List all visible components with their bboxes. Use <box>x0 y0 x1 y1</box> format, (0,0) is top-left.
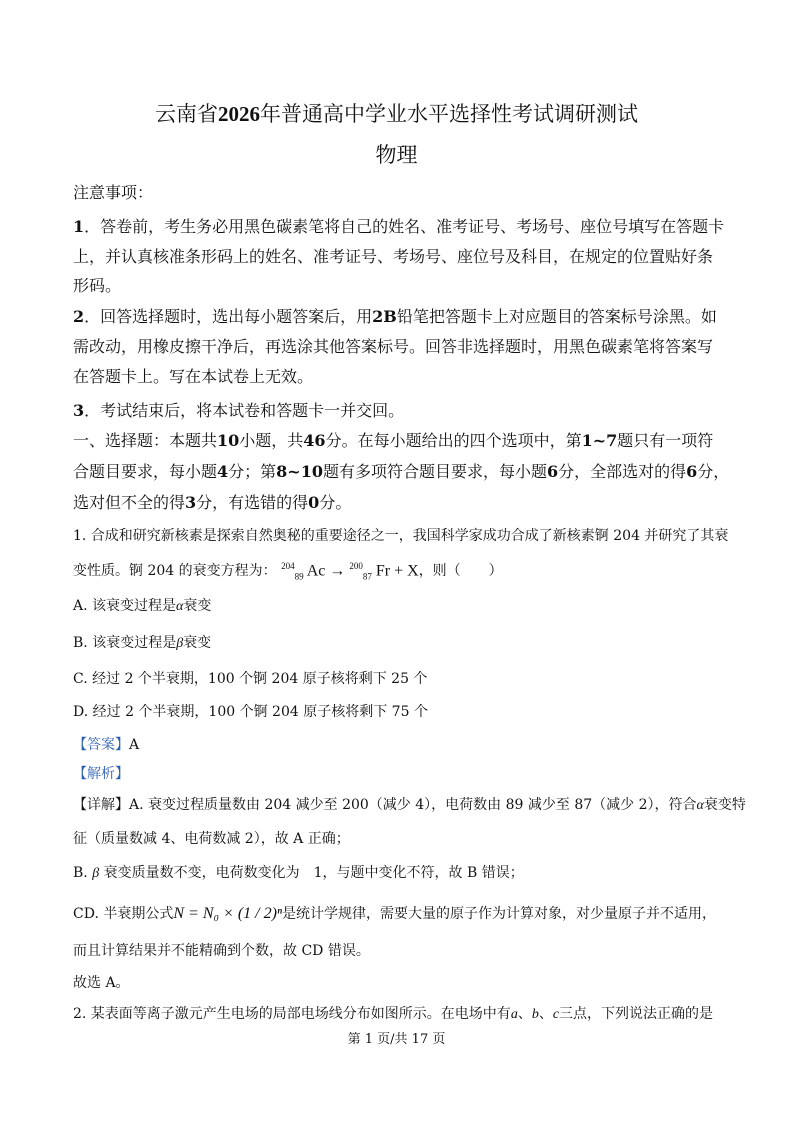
section-text: 分， <box>697 462 730 481</box>
detail-line-3 <box>73 862 524 882</box>
analysis-tag: 【解析】 <box>73 766 129 782</box>
section-bold: 10 <box>217 431 240 450</box>
detail-text: B. <box>73 865 88 881</box>
section-text: 分。 <box>319 493 352 512</box>
ac-atomic-number: 89 <box>294 571 304 582</box>
q1-option-a <box>73 595 211 615</box>
option-text: 衰变 <box>183 598 212 614</box>
note-text: ．回答选择题时，选出每小题答案后，用 <box>84 307 373 326</box>
alpha-symbol: α <box>176 599 184 614</box>
detail-text: A. 衰变过程质量数由 204 减少至 200（减少 4），电荷数由 89 减少至 87（减少 2），符合 <box>129 797 697 813</box>
detail-line-4 <box>73 903 716 923</box>
x-particle: X <box>407 562 419 579</box>
option-text: B. 该衰变过程是 <box>73 635 177 651</box>
subject-title: 物理 <box>375 143 418 167</box>
separator: 、 <box>538 1006 553 1022</box>
section-bold: 46 <box>303 431 326 450</box>
detail-text: 衰变质量数不变，电荷数变化为 1，与题中变化不符，故 B 错误； <box>103 865 524 881</box>
note-1-line-1 <box>73 214 724 237</box>
option-text: A. 该衰变过程是 <box>73 598 177 614</box>
option-text: 衰变 <box>183 635 212 651</box>
point-c: c <box>552 1007 560 1022</box>
title-part: 年普通高中学业水平选择性考试调研测试 <box>260 102 638 126</box>
detail-text: CD. 半衰期公式 <box>73 906 174 922</box>
q1-option-d: D. 经过 2 个半衰期，100 个锕 204 原子核将剩下 75 个 <box>73 704 428 720</box>
note-number: 1 <box>73 217 85 236</box>
detail-line-1 <box>73 794 746 814</box>
q1-stem-text: 变性质。锕 204 的衰变方程为： <box>73 563 277 579</box>
q1-option-c: C. 经过 2 个半衰期，100 个锕 204 原子核将剩下 25 个 <box>73 671 428 687</box>
q1-stem-line-2 <box>73 560 503 581</box>
section-line-3 <box>73 490 351 513</box>
answer-tag: 【答案】 <box>73 737 129 753</box>
answer-value: A <box>129 737 140 753</box>
section-bold: 6 <box>686 462 698 481</box>
separator: 、 <box>517 1006 532 1022</box>
note-3-line-1 <box>73 398 404 421</box>
q1-stem-line-1: 1. 合成和研究新核素是探索自然奥秘的重要途径之一，我国科学家成功合成了新核素锕 204 并研究了其衰 <box>73 528 729 544</box>
ac-symbol: Ac <box>306 562 326 579</box>
q1-stem-text: ，则（ ） <box>418 563 503 579</box>
section-bold: 4 <box>217 462 229 481</box>
section-bold: 1~7 <box>581 431 618 450</box>
note-bold: 2B <box>372 307 397 326</box>
alpha-symbol: α <box>696 798 704 813</box>
title-year: 2026 <box>218 102 260 126</box>
note-number: 2 <box>73 307 85 326</box>
note-text: 铅笔把答题卡上对应题目的答案标号涂黑。如 <box>396 307 717 326</box>
note-2-line-1 <box>73 304 717 327</box>
half-life-formula: N = N₀ × (1 / 2)ⁿ <box>173 905 282 922</box>
section-bold: 6 <box>547 462 559 481</box>
section-text: 一、选择题：本题共 <box>73 431 218 450</box>
fr-mass-number: 200 <box>349 560 363 571</box>
point-b: b <box>531 1007 539 1022</box>
note-1-line-3: 形码。 <box>73 276 122 295</box>
answer-line <box>73 734 139 754</box>
decay-equation <box>281 561 419 582</box>
arrow-icon: → <box>329 562 346 579</box>
point-a: a <box>510 1007 518 1022</box>
note-number: 3 <box>73 401 85 420</box>
note-2-line-3: 在答题卡上。写在本试卷上无效。 <box>73 367 314 386</box>
detail-text: 衰变特 <box>703 797 746 813</box>
section-text: 题只有一项符 <box>617 431 714 450</box>
section-text: 题有多项符合题目要求，每小题 <box>322 462 547 481</box>
section-line-2 <box>73 459 729 482</box>
detail-line-6: 故选 A。 <box>73 975 130 991</box>
detail-line-5: 而且计算结果并不能精确到个数，故 CD 错误。 <box>73 943 370 959</box>
note-text: ．考试结束后，将本试卷和答题卡一并交回。 <box>84 401 405 420</box>
note-1-line-2: 上，并认真核准条形码上的姓名、准考证号、考场号、座位号及科目，在规定的位置贴好条 <box>73 247 714 266</box>
section-bold: 0 <box>308 493 320 512</box>
beta-symbol: β <box>176 636 184 651</box>
detail-line-2: 征（质量数减 4、电荷数减 2），故 A 正确； <box>73 831 350 847</box>
page-footer: 第 1 页/共 17 页 <box>347 1032 446 1047</box>
q2-stem-text: 2. 某表面等离子激元产生电场的局部电场线分布如图所示。在电场中有 <box>73 1006 511 1022</box>
q2-stem-line-1 <box>73 1003 713 1023</box>
fr-symbol: Fr <box>375 562 391 579</box>
section-bold: 3 <box>185 493 197 512</box>
section-text: 分。在每小题给出的四个选项中，第 <box>325 431 582 450</box>
fr-atomic-number: 87 <box>362 571 372 582</box>
note-text: ．答卷前，考生务必用黑色碳素笔将自己的姓名、准考证号、考场号、座位号填写在答题卡 <box>84 217 725 236</box>
exam-title <box>0 98 793 128</box>
q2-stem-text: 三点，下列说法正确的是 <box>559 1006 714 1022</box>
section-text: 小题，共 <box>239 431 304 450</box>
plus-sign: + <box>394 562 404 579</box>
notes-heading: 注意事项： <box>73 183 154 202</box>
section-line-1 <box>73 428 713 451</box>
beta-symbol: β <box>92 866 100 881</box>
title-part: 云南省 <box>155 102 218 126</box>
q1-option-b <box>73 632 211 652</box>
section-text: 分；第 <box>228 462 277 481</box>
detail-tag: 【详解】 <box>73 797 129 813</box>
section-text: 分，有选错的得 <box>196 493 309 512</box>
section-text: 选对但不全的得 <box>73 493 186 512</box>
note-2-line-2: 需改动，用橡皮擦干净后，再选涂其他答案标号。回答非选择题时，用黑色碳素笔将答案写 <box>73 337 714 356</box>
detail-text: 是统计学规律，需要大量的原子作为计算对象，对少量原子并不适用， <box>281 906 716 922</box>
section-text: 分，全部选对的得 <box>558 462 687 481</box>
ac-mass-number: 204 <box>281 560 295 571</box>
section-text: 合题目要求，每小题 <box>73 462 218 481</box>
section-bold: 8~10 <box>276 462 323 481</box>
